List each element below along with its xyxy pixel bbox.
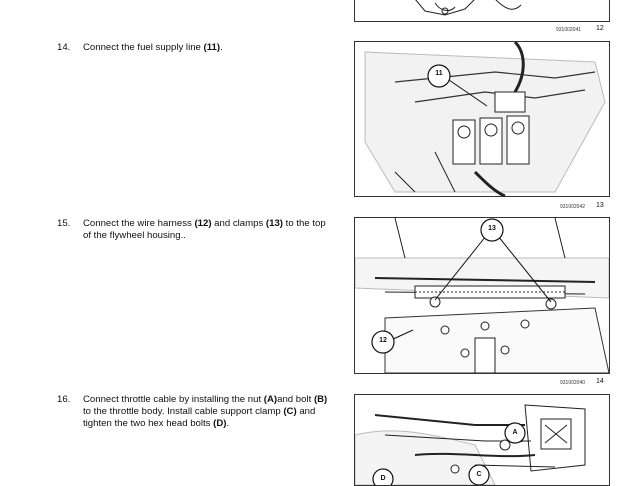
figure-code: 931002041 <box>556 27 582 33</box>
callout-12: 12 <box>379 337 387 344</box>
figure-number: 13 <box>596 202 604 209</box>
step-number: 14. <box>57 42 71 53</box>
step-number: 16. <box>57 394 71 405</box>
figure-14 <box>354 217 610 374</box>
callout-a: A <box>512 429 518 436</box>
callout-11: 11 <box>435 70 443 77</box>
step-number: 15. <box>57 218 71 229</box>
step-text: Connect the wire harness (12) and clamps (13) to the top of the flywheel housing.. <box>83 218 326 241</box>
figure-12 <box>354 0 610 22</box>
figure-code: 931002040 <box>560 380 586 386</box>
callout-d: D <box>380 475 386 482</box>
step-text: Connect the fuel supply line (11). <box>83 42 223 53</box>
callout-13: 13 <box>488 225 496 232</box>
figure-14-illustration <box>355 218 609 373</box>
figure-number: 14 <box>596 378 604 385</box>
figure-code: 931002042 <box>560 204 586 210</box>
figure-13-illustration <box>355 42 609 196</box>
figure-12-illustration <box>355 0 609 21</box>
callout-c: C <box>476 471 482 478</box>
figure-15 <box>354 394 610 486</box>
figure-number: 12 <box>596 25 604 32</box>
step-text: Connect throttle cable by installing the nut (A)and bolt (B) to the throttle body. Install cable support clamp (C) and tighten the two hex head bolts (D). <box>83 394 328 429</box>
figure-13 <box>354 41 610 197</box>
